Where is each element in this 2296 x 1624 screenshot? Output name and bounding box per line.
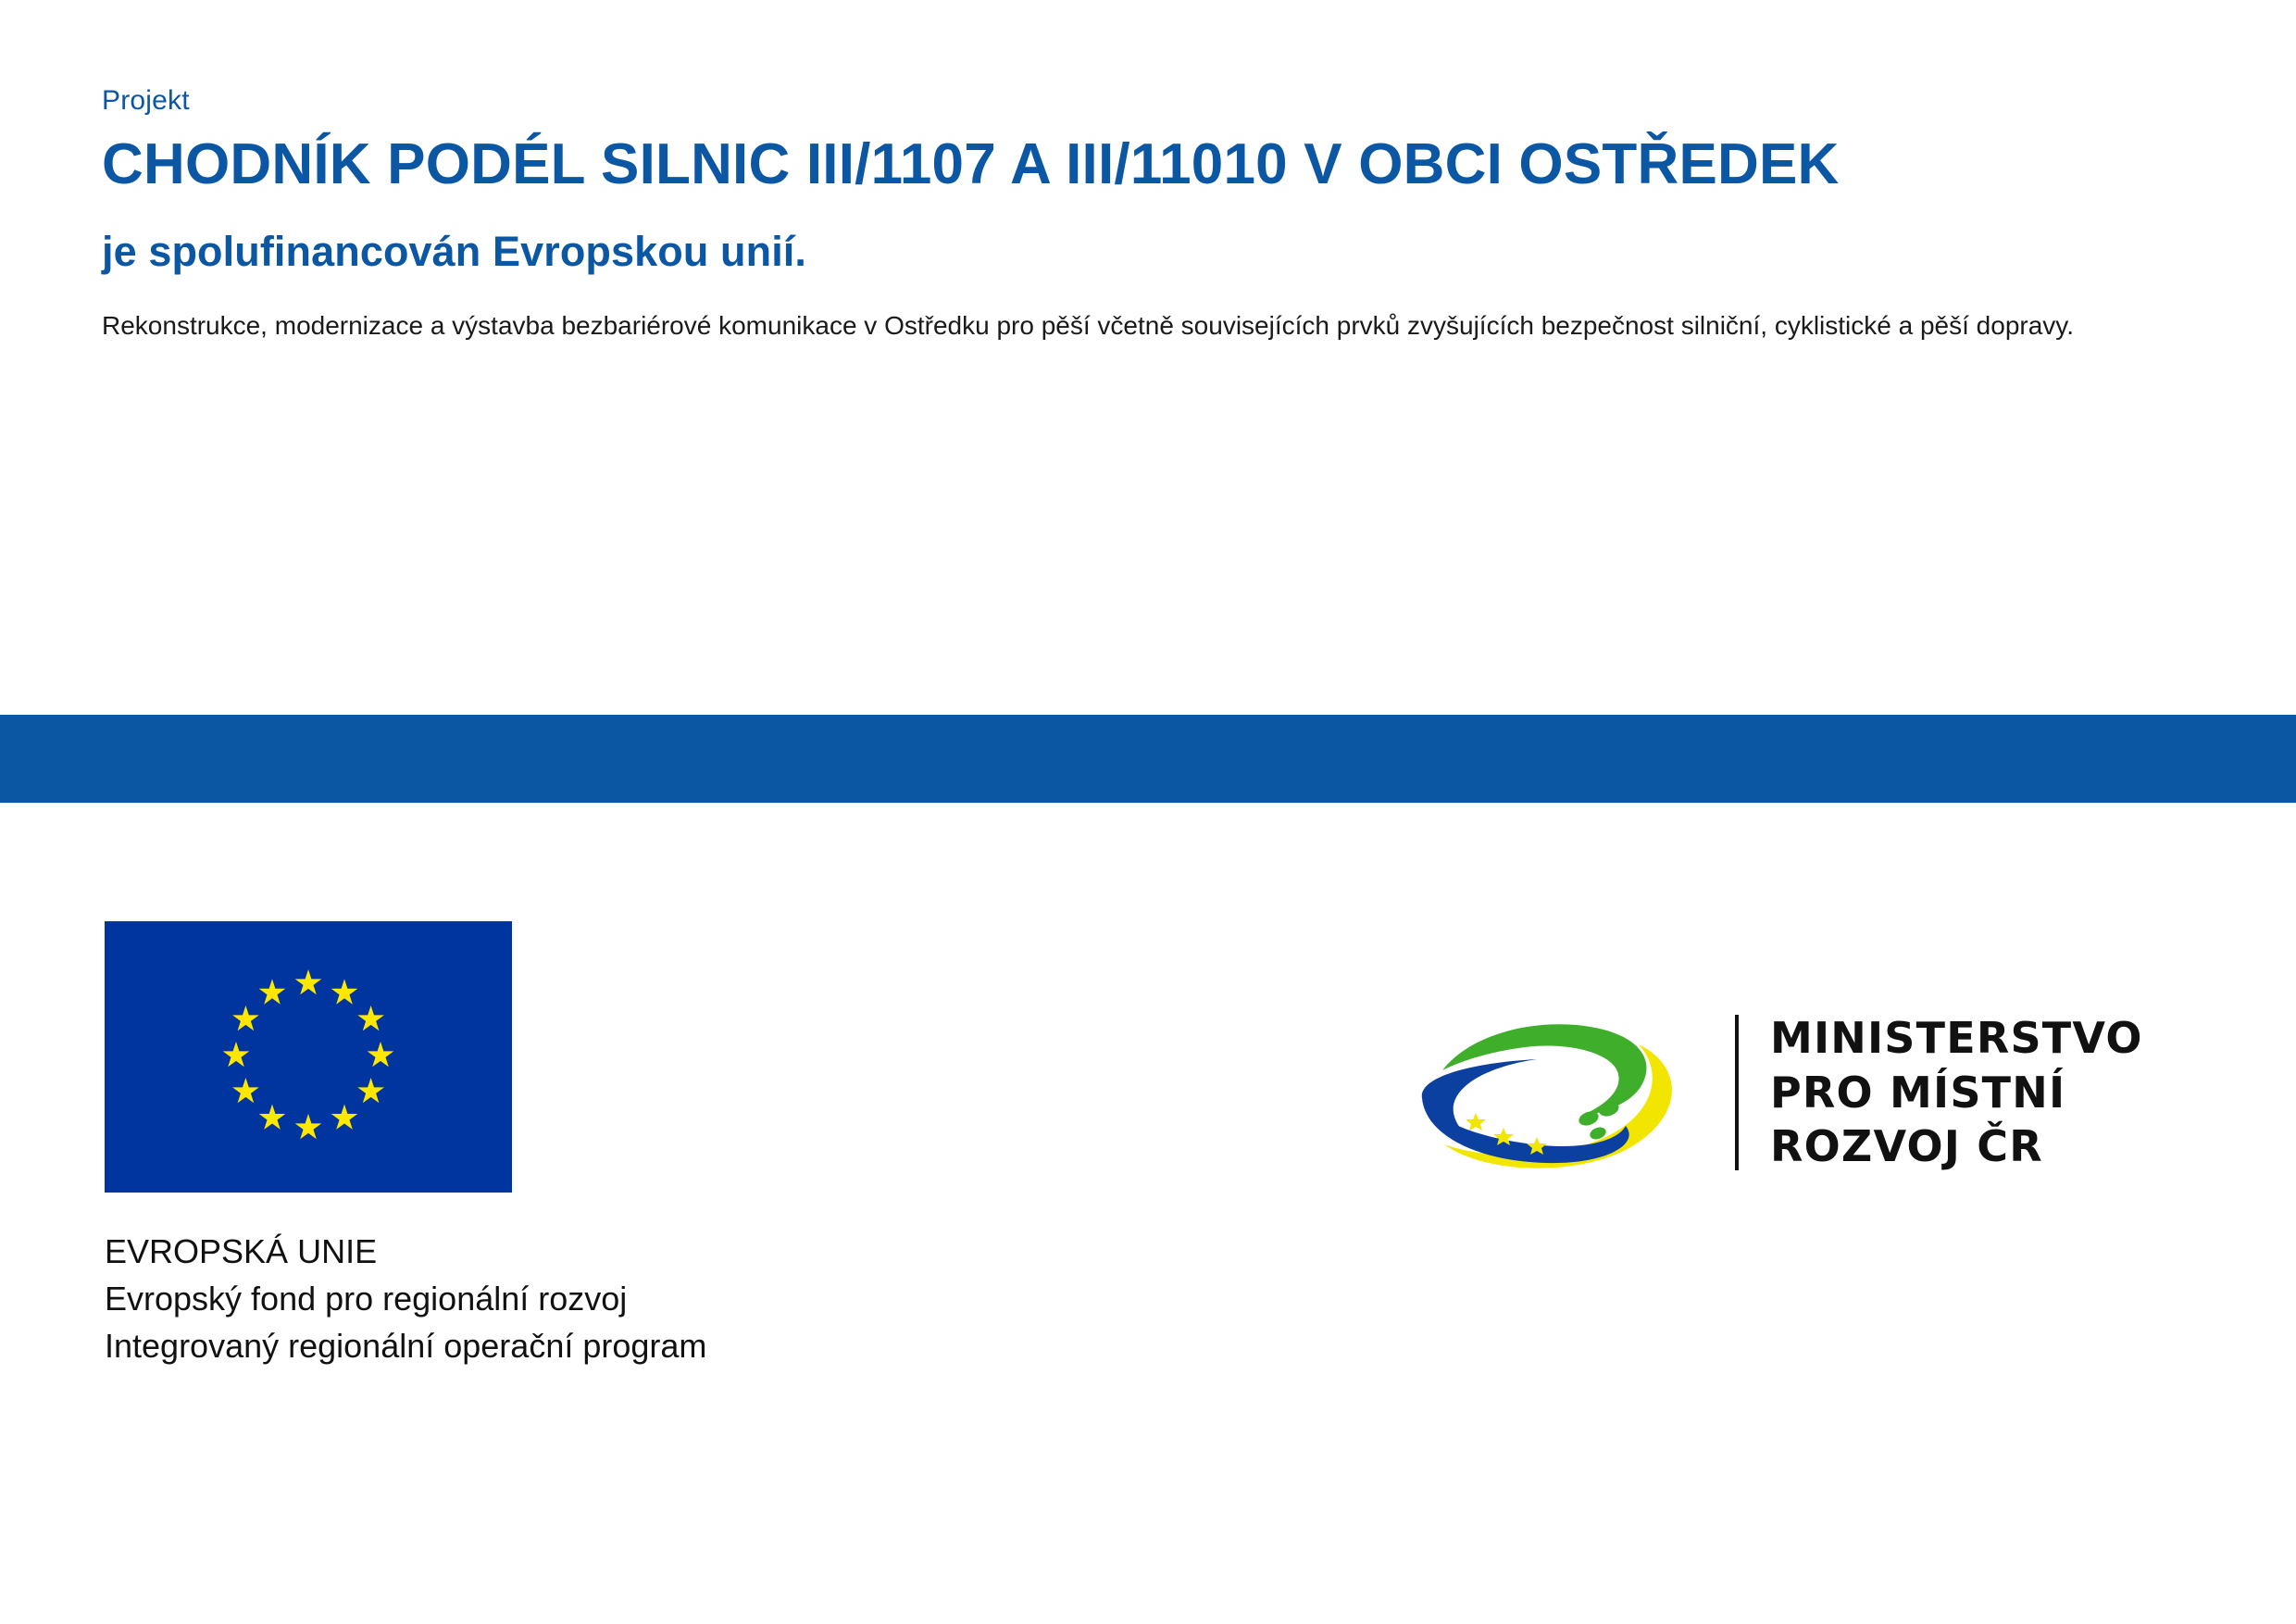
header-text-block [102, 85, 2139, 344]
page-title: CHODNÍK PODÉL SILNIC III/1107 A III/11010 V OBCI OSTŘEDEK [102, 132, 1840, 196]
mmr-text-line-2: PRO MÍSTNÍ [1770, 1067, 2066, 1118]
eu-logo-block [105, 921, 706, 1369]
kicker-label: Projekt [102, 85, 190, 116]
mmr-logo-block [1407, 1009, 2143, 1176]
mmr-text-line-1: MINISTERSTVO [1770, 1012, 2143, 1063]
mmr-swoosh-icon [1407, 1009, 1713, 1176]
mmr-text-line-3: ROZVOJ ČR [1770, 1121, 2043, 1172]
eu-caption [105, 1228, 706, 1369]
eu-stars-svg [105, 921, 512, 1193]
eu-caption-line-2: Evropský fond pro regionální rozvoj [105, 1280, 628, 1318]
project-description: Rekonstrukce, modernizace a výstavba bezbariérové komunikace v Ostředku pro pěší včetně souvisejících prvků zvyšujících bezpečnost silniční, cyklistické a pěší dopravy. [102, 310, 2074, 340]
funding-subtitle: je spolufinancován Evropskou unií. [102, 227, 807, 275]
eu-caption-line-1: EVROPSKÁ UNIE [105, 1232, 378, 1270]
eu-flag-icon [105, 921, 512, 1193]
mmr-wordmark [1770, 1011, 2143, 1175]
eu-caption-line-3: Integrovaný regionální operační program [105, 1327, 707, 1366]
mmr-divider-rule [1735, 1015, 1739, 1170]
blue-divider-band [0, 715, 2296, 803]
